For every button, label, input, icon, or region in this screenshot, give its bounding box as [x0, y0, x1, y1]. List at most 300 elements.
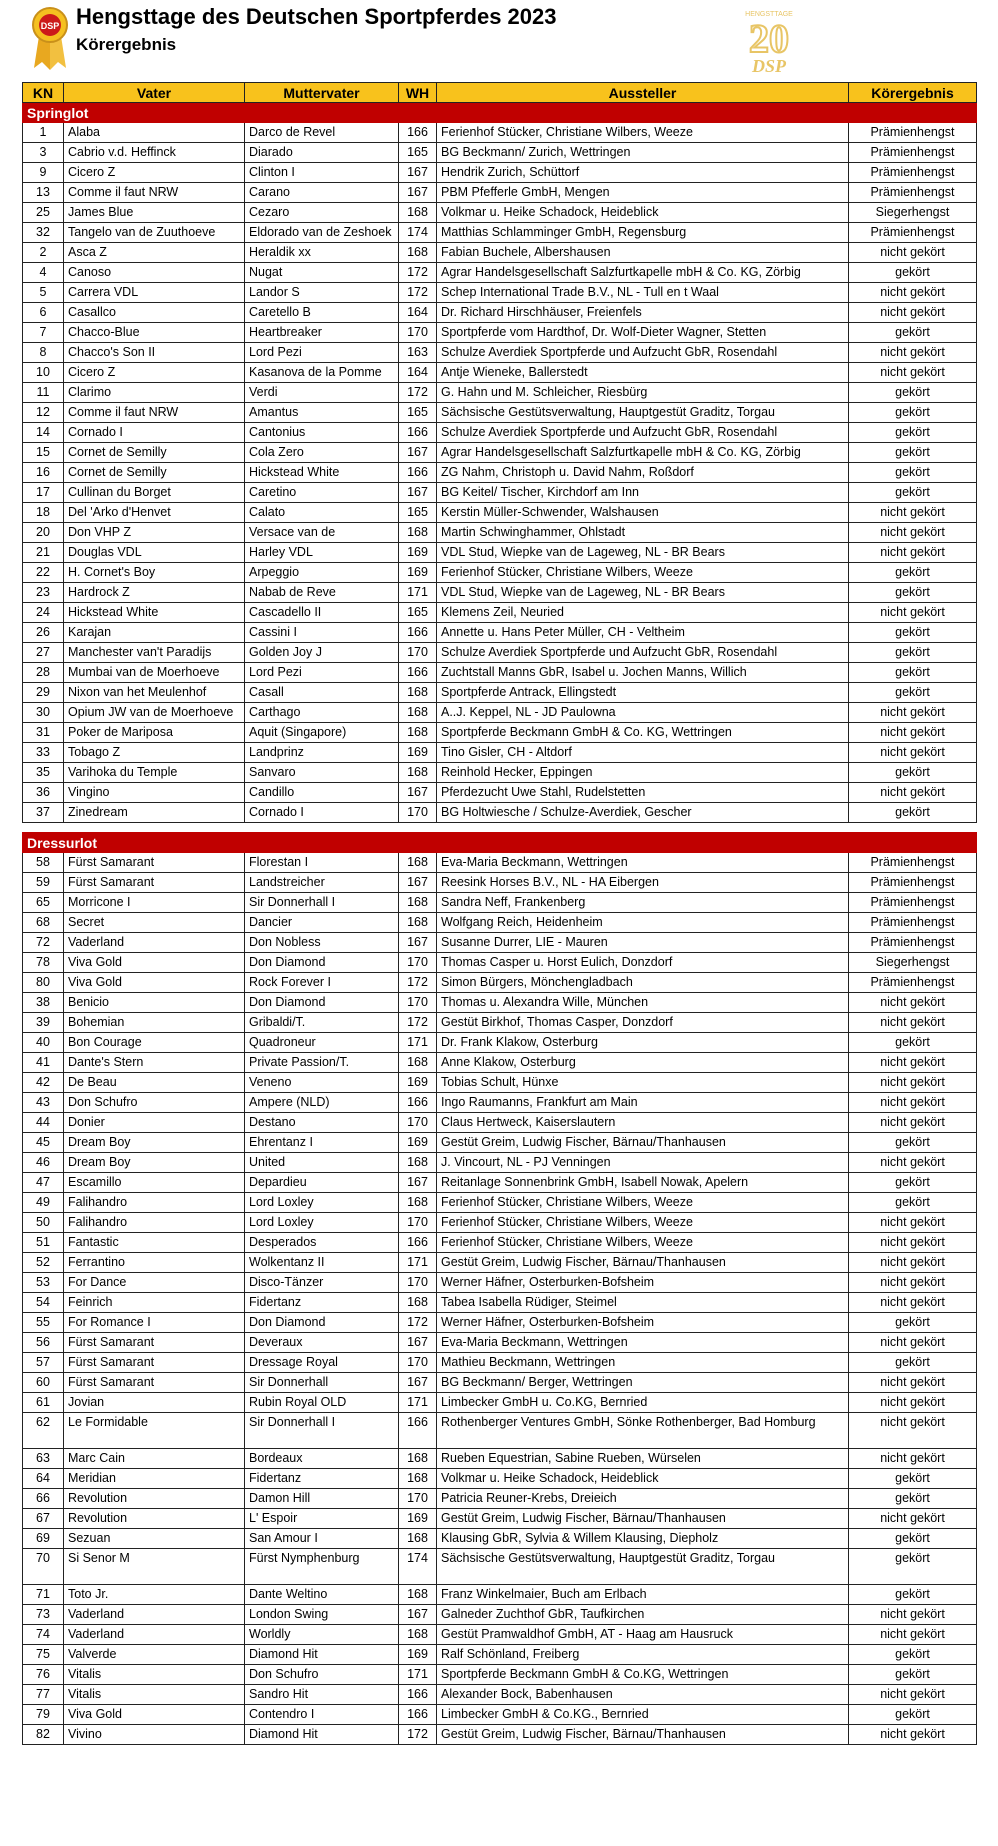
cell-aussteller: Simon Bürgers, Mönchengladbach: [437, 973, 849, 993]
cell-aussteller: Rothenberger Ventures GmbH, Sönke Rothenberger, Bad Homburg: [437, 1413, 849, 1449]
cell-muttervater: Don Diamond: [245, 993, 399, 1013]
cell-aussteller: Alexander Bock, Babenhausen: [437, 1685, 849, 1705]
cell-aussteller: Wolfgang Reich, Heidenheim: [437, 913, 849, 933]
cell-wh: 170: [399, 1213, 437, 1233]
cell-vater: Don Schufro: [64, 1093, 245, 1113]
cell-kn: 20: [23, 523, 64, 543]
cell-aussteller: Schulze Averdiek Sportpferde und Aufzucht GbR, Rosendahl: [437, 643, 849, 663]
cell-koerergebnis: nicht gekört: [849, 363, 977, 383]
cell-muttervater: Dante Weltino: [245, 1585, 399, 1605]
cell-vater: Canoso: [64, 263, 245, 283]
cell-koerergebnis: nicht gekört: [849, 1153, 977, 1173]
cell-wh: 168: [399, 243, 437, 263]
cell-aussteller: Anne Klakow, Osterburg: [437, 1053, 849, 1073]
table-row: [23, 1469, 977, 1489]
table-row: [23, 683, 977, 703]
cell-aussteller: Eva-Maria Beckmann, Wettringen: [437, 853, 849, 873]
table-row: [23, 1013, 977, 1033]
table-row: [23, 763, 977, 783]
cell-koerergebnis: nicht gekört: [849, 543, 977, 563]
cell-muttervater: Verdi: [245, 383, 399, 403]
cell-koerergebnis: nicht gekört: [849, 1113, 977, 1133]
cell-koerergebnis: gekört: [849, 763, 977, 783]
table-row: [23, 1449, 977, 1469]
table-row: [23, 1333, 977, 1353]
cell-vater: Morricone I: [64, 893, 245, 913]
cell-aussteller: Reitanlage Sonnenbrink GmbH, Isabell Nowak, Apelern: [437, 1173, 849, 1193]
cell-kn: 39: [23, 1013, 64, 1033]
cell-wh: 166: [399, 1093, 437, 1113]
cell-muttervater: Casall: [245, 683, 399, 703]
cell-kn: 77: [23, 1685, 64, 1705]
table-row: [23, 1313, 977, 1333]
cell-aussteller: Sportpferde Beckmann GmbH & Co. KG, Wettringen: [437, 723, 849, 743]
table-row: [23, 933, 977, 953]
table-row: [23, 383, 977, 403]
cell-muttervater: Kasanova de la Pomme: [245, 363, 399, 383]
table-row: [23, 203, 977, 223]
cell-muttervater: Sanvaro: [245, 763, 399, 783]
cell-vater: Falihandro: [64, 1213, 245, 1233]
cell-kn: 59: [23, 873, 64, 893]
cell-kn: 8: [23, 343, 64, 363]
cell-kn: 31: [23, 723, 64, 743]
cell-koerergebnis: gekört: [849, 1585, 977, 1605]
cell-kn: 66: [23, 1489, 64, 1509]
cell-muttervater: Florestan I: [245, 853, 399, 873]
cell-koerergebnis: gekört: [849, 323, 977, 343]
cell-vater: Jovian: [64, 1393, 245, 1413]
column-header-koerergebnis: Körergebnis: [849, 83, 977, 103]
cell-wh: 164: [399, 363, 437, 383]
table-row: [23, 1213, 977, 1233]
cell-wh: 167: [399, 933, 437, 953]
table-row: [23, 853, 977, 873]
cell-aussteller: J. Vincourt, NL - PJ Venningen: [437, 1153, 849, 1173]
section-title: Dressurlot: [23, 833, 977, 853]
cell-vater: Cicero Z: [64, 363, 245, 383]
table-row: [23, 1393, 977, 1413]
cell-muttervater: Gribaldi/T.: [245, 1013, 399, 1033]
cell-muttervater: Amantus: [245, 403, 399, 423]
cell-aussteller: Claus Hertweck, Kaiserslautern: [437, 1113, 849, 1133]
cell-koerergebnis: gekört: [849, 263, 977, 283]
cell-muttervater: Dancier: [245, 913, 399, 933]
table-row: [23, 1293, 977, 1313]
table-row: [23, 1273, 977, 1293]
table-row: [23, 1073, 977, 1093]
anniversary-20-logo-icon: [728, 4, 810, 78]
cell-wh: 170: [399, 1273, 437, 1293]
cell-aussteller: Gestüt Greim, Ludwig Fischer, Bärnau/Thanhausen: [437, 1253, 849, 1273]
cell-wh: 168: [399, 683, 437, 703]
cell-wh: 167: [399, 483, 437, 503]
cell-wh: 166: [399, 1413, 437, 1449]
table-row: [23, 223, 977, 243]
cell-kn: 18: [23, 503, 64, 523]
cell-aussteller: Ferienhof Stücker, Christiane Wilbers, Weeze: [437, 1213, 849, 1233]
table-row: [23, 1033, 977, 1053]
cell-kn: 27: [23, 643, 64, 663]
cell-kn: 50: [23, 1213, 64, 1233]
cell-koerergebnis: gekört: [849, 563, 977, 583]
cell-wh: 170: [399, 643, 437, 663]
cell-wh: 167: [399, 443, 437, 463]
cell-kn: 57: [23, 1353, 64, 1373]
cell-muttervater: Candillo: [245, 783, 399, 803]
cell-kn: 52: [23, 1253, 64, 1273]
cell-koerergebnis: gekört: [849, 403, 977, 423]
cell-wh: 171: [399, 1665, 437, 1685]
cell-aussteller: Sportpferde Antrack, Ellingstedt: [437, 683, 849, 703]
cell-koerergebnis: gekört: [849, 1549, 977, 1585]
cell-koerergebnis: gekört: [849, 463, 977, 483]
cell-muttervater: Clinton I: [245, 163, 399, 183]
cell-aussteller: Thomas Casper u. Horst Eulich, Donzdorf: [437, 953, 849, 973]
cell-vater: Viva Gold: [64, 973, 245, 993]
cell-aussteller: Volkmar u. Heike Schadock, Heideblick: [437, 1469, 849, 1489]
table-row: [23, 1193, 977, 1213]
cell-wh: 169: [399, 1645, 437, 1665]
cell-koerergebnis: nicht gekört: [849, 1213, 977, 1233]
cell-koerergebnis: Siegerhengst: [849, 953, 977, 973]
table-row: [23, 1373, 977, 1393]
table-row: [23, 643, 977, 663]
cell-aussteller: Volkmar u. Heike Schadock, Heideblick: [437, 203, 849, 223]
cell-koerergebnis: nicht gekört: [849, 1413, 977, 1449]
cell-koerergebnis: gekört: [849, 1173, 977, 1193]
cell-koerergebnis: Prämienhengst: [849, 123, 977, 143]
cell-muttervater: Ehrentanz I: [245, 1133, 399, 1153]
cell-aussteller: BG Holtwiesche / Schulze-Averdiek, Gescher: [437, 803, 849, 823]
cell-koerergebnis: nicht gekört: [849, 1013, 977, 1033]
cell-vater: Hardrock Z: [64, 583, 245, 603]
cell-aussteller: Klausing GbR, Sylvia & Willem Klausing, Diepholz: [437, 1529, 849, 1549]
table-row: [23, 1353, 977, 1373]
cell-vater: Vaderland: [64, 1625, 245, 1645]
cell-koerergebnis: nicht gekört: [849, 1449, 977, 1469]
cell-vater: Poker de Mariposa: [64, 723, 245, 743]
table-row: [23, 1665, 977, 1685]
cell-koerergebnis: gekört: [849, 1489, 977, 1509]
cell-wh: 174: [399, 223, 437, 243]
cell-kn: 69: [23, 1529, 64, 1549]
table-row: [23, 303, 977, 323]
table-row: [23, 243, 977, 263]
cell-wh: 170: [399, 953, 437, 973]
cell-koerergebnis: nicht gekört: [849, 1093, 977, 1113]
cell-koerergebnis: Prämienhengst: [849, 223, 977, 243]
cell-aussteller: Tino Gisler, CH - Altdorf: [437, 743, 849, 763]
cell-vater: Bon Courage: [64, 1033, 245, 1053]
cell-muttervater: Carano: [245, 183, 399, 203]
table-row: [23, 993, 977, 1013]
cell-aussteller: Klemens Zeil, Neuried: [437, 603, 849, 623]
cell-aussteller: Annette u. Hans Peter Müller, CH - Veltheim: [437, 623, 849, 643]
cell-wh: 168: [399, 763, 437, 783]
cell-aussteller: Sächsische Gestütsverwaltung, Hauptgestüt Graditz, Torgau: [437, 403, 849, 423]
cell-vater: Vaderland: [64, 1605, 245, 1625]
cell-wh: 169: [399, 563, 437, 583]
cell-koerergebnis: gekört: [849, 1529, 977, 1549]
cell-muttervater: Damon Hill: [245, 1489, 399, 1509]
table-row: [23, 603, 977, 623]
table-row: [23, 403, 977, 423]
cell-vater: Zinedream: [64, 803, 245, 823]
cell-wh: 170: [399, 1113, 437, 1133]
cell-koerergebnis: nicht gekört: [849, 1373, 977, 1393]
cell-vater: Carrera VDL: [64, 283, 245, 303]
cell-koerergebnis: gekört: [849, 1193, 977, 1213]
table-row: [23, 543, 977, 563]
cell-koerergebnis: nicht gekört: [849, 243, 977, 263]
cell-aussteller: Mathieu Beckmann, Wettringen: [437, 1353, 849, 1373]
cell-vater: Karajan: [64, 623, 245, 643]
cell-wh: 169: [399, 743, 437, 763]
cell-muttervater: Caretello B: [245, 303, 399, 323]
cell-koerergebnis: gekört: [849, 1469, 977, 1489]
cell-aussteller: Sportpferde Beckmann GmbH & Co.KG, Wettringen: [437, 1665, 849, 1685]
cell-wh: 171: [399, 1393, 437, 1413]
table-row: [23, 1685, 977, 1705]
cell-aussteller: Antje Wieneke, Ballerstedt: [437, 363, 849, 383]
cell-kn: 36: [23, 783, 64, 803]
cell-kn: 10: [23, 363, 64, 383]
cell-wh: 164: [399, 303, 437, 323]
cell-muttervater: Lord Loxley: [245, 1193, 399, 1213]
cell-kn: 28: [23, 663, 64, 683]
cell-kn: 80: [23, 973, 64, 993]
cell-kn: 16: [23, 463, 64, 483]
cell-aussteller: Franz Winkelmaier, Buch am Erlbach: [437, 1585, 849, 1605]
cell-muttervater: Landstreicher: [245, 873, 399, 893]
cell-aussteller: Hendrik Zurich, Schüttorf: [437, 163, 849, 183]
cell-koerergebnis: nicht gekört: [849, 523, 977, 543]
cell-koerergebnis: Prämienhengst: [849, 853, 977, 873]
cell-kn: 73: [23, 1605, 64, 1625]
cell-wh: 169: [399, 1133, 437, 1153]
cell-wh: 167: [399, 163, 437, 183]
cell-wh: 168: [399, 1449, 437, 1469]
cell-wh: 168: [399, 723, 437, 743]
cell-muttervater: Disco-Tänzer: [245, 1273, 399, 1293]
cell-aussteller: Werner Häfner, Osterburken-Bofsheim: [437, 1313, 849, 1333]
table-row: [23, 723, 977, 743]
cell-kn: 23: [23, 583, 64, 603]
cell-koerergebnis: nicht gekört: [849, 283, 977, 303]
cell-muttervater: Diarado: [245, 143, 399, 163]
cell-vater: Bohemian: [64, 1013, 245, 1033]
cell-aussteller: Martin Schwinghammer, Ohlstadt: [437, 523, 849, 543]
cell-wh: 165: [399, 603, 437, 623]
table-row: [23, 1585, 977, 1605]
cell-muttervater: Fürst Nymphenburg: [245, 1549, 399, 1585]
cell-wh: 172: [399, 1013, 437, 1033]
cell-wh: 171: [399, 583, 437, 603]
table-row: [23, 1253, 977, 1273]
cell-kn: 15: [23, 443, 64, 463]
cell-vater: Varihoka du Temple: [64, 763, 245, 783]
cell-kn: 61: [23, 1393, 64, 1413]
cell-vater: Chacco-Blue: [64, 323, 245, 343]
cell-muttervater: Harley VDL: [245, 543, 399, 563]
table-row: [23, 1153, 977, 1173]
cell-aussteller: Dr. Richard Hirschhäuser, Freienfels: [437, 303, 849, 323]
table-row: [23, 1113, 977, 1133]
cell-muttervater: San Amour I: [245, 1529, 399, 1549]
cell-koerergebnis: gekört: [849, 383, 977, 403]
cell-wh: 166: [399, 123, 437, 143]
table-row: [23, 913, 977, 933]
cell-kn: 2: [23, 243, 64, 263]
cell-aussteller: VDL Stud, Wiepke van de Lageweg, NL - BR Bears: [437, 583, 849, 603]
cell-wh: 167: [399, 873, 437, 893]
cell-muttervater: Quadroneur: [245, 1033, 399, 1053]
cell-aussteller: Sportpferde vom Hardthof, Dr. Wolf-Dieter Wagner, Stetten: [437, 323, 849, 343]
column-header-aussteller: Aussteller: [437, 83, 849, 103]
cell-muttervater: Fidertanz: [245, 1293, 399, 1313]
cell-kn: 71: [23, 1585, 64, 1605]
cell-aussteller: Ferienhof Stücker, Christiane Wilbers, Weeze: [437, 1193, 849, 1213]
cell-vater: Ferrantino: [64, 1253, 245, 1273]
cell-aussteller: Galneder Zuchthof GbR, Taufkirchen: [437, 1605, 849, 1625]
cell-wh: 172: [399, 973, 437, 993]
cell-koerergebnis: nicht gekört: [849, 783, 977, 803]
cell-vater: Secret: [64, 913, 245, 933]
cell-kn: 67: [23, 1509, 64, 1529]
cell-koerergebnis: Prämienhengst: [849, 183, 977, 203]
cell-aussteller: Rueben Equestrian, Sabine Rueben, Würselen: [437, 1449, 849, 1469]
table-row: [23, 323, 977, 343]
cell-koerergebnis: gekört: [849, 623, 977, 643]
cell-muttervater: Don Diamond: [245, 953, 399, 973]
table-row: [23, 1093, 977, 1113]
cell-wh: 167: [399, 1373, 437, 1393]
cell-kn: 7: [23, 323, 64, 343]
cell-aussteller: Sächsische Gestütsverwaltung, Hauptgestüt Graditz, Torgau: [437, 1549, 849, 1585]
cell-muttervater: Rubin Royal OLD: [245, 1393, 399, 1413]
cell-aussteller: Fabian Buchele, Albershausen: [437, 243, 849, 263]
cell-vater: Cicero Z: [64, 163, 245, 183]
cell-muttervater: Cola Zero: [245, 443, 399, 463]
cell-wh: 168: [399, 913, 437, 933]
cell-kn: 53: [23, 1273, 64, 1293]
cell-wh: 167: [399, 783, 437, 803]
cell-koerergebnis: gekört: [849, 483, 977, 503]
logo-right-top-text: HENGSTTAGE: [745, 11, 793, 18]
cell-koerergebnis: Prämienhengst: [849, 893, 977, 913]
cell-wh: 167: [399, 1333, 437, 1353]
cell-vater: Cabrio v.d. Heffinck: [64, 143, 245, 163]
cell-koerergebnis: nicht gekört: [849, 503, 977, 523]
cell-vater: Fürst Samarant: [64, 873, 245, 893]
cell-kn: 30: [23, 703, 64, 723]
cell-wh: 166: [399, 423, 437, 443]
table-row: [23, 423, 977, 443]
cell-koerergebnis: gekört: [849, 1033, 977, 1053]
cell-muttervater: Arpeggio: [245, 563, 399, 583]
cell-aussteller: Limbecker GmbH u. Co.KG, Bernried: [437, 1393, 849, 1413]
cell-vater: Fürst Samarant: [64, 853, 245, 873]
logo-left-text: DSP: [40, 21, 60, 31]
cell-wh: 172: [399, 383, 437, 403]
cell-aussteller: Gestüt Greim, Ludwig Fischer, Bärnau/Thanhausen: [437, 1725, 849, 1745]
table-row: [23, 123, 977, 143]
cell-kn: 51: [23, 1233, 64, 1253]
cell-vater: Dream Boy: [64, 1153, 245, 1173]
cell-vater: Nixon van het Meulenhof: [64, 683, 245, 703]
cell-wh: 168: [399, 523, 437, 543]
section-title: Springlot: [23, 103, 977, 123]
cell-aussteller: Reinhold Hecker, Eppingen: [437, 763, 849, 783]
cell-vater: Benicio: [64, 993, 245, 1013]
cell-kn: 54: [23, 1293, 64, 1313]
cell-muttervater: Golden Joy J: [245, 643, 399, 663]
cell-kn: 70: [23, 1549, 64, 1585]
cell-aussteller: Ferienhof Stücker, Christiane Wilbers, Weeze: [437, 123, 849, 143]
cell-muttervater: Landprinz: [245, 743, 399, 763]
table-row: [23, 563, 977, 583]
cell-muttervater: Depardieu: [245, 1173, 399, 1193]
cell-kn: 11: [23, 383, 64, 403]
page-title: Hengsttage des Deutschen Sportpferdes 2023: [76, 4, 557, 29]
cell-koerergebnis: nicht gekört: [849, 1393, 977, 1413]
cell-wh: 167: [399, 183, 437, 203]
cell-muttervater: Private Passion/T.: [245, 1053, 399, 1073]
cell-muttervater: Nabab de Reve: [245, 583, 399, 603]
cell-muttervater: Hickstead White: [245, 463, 399, 483]
cell-muttervater: Don Schufro: [245, 1665, 399, 1685]
cell-koerergebnis: nicht gekört: [849, 1233, 977, 1253]
cell-aussteller: Zuchtstall Manns GbR, Isabel u. Jochen Manns, Willich: [437, 663, 849, 683]
cell-aussteller: Gestüt Greim, Ludwig Fischer, Bärnau/Thanhausen: [437, 1133, 849, 1153]
cell-wh: 171: [399, 1253, 437, 1273]
cell-wh: 169: [399, 1073, 437, 1093]
cell-aussteller: Matthias Schlamminger GmbH, Regensburg: [437, 223, 849, 243]
cell-vater: Cullinan du Borget: [64, 483, 245, 503]
cell-wh: 168: [399, 203, 437, 223]
table-row: [23, 1529, 977, 1549]
cell-vater: Manchester van't Paradijs: [64, 643, 245, 663]
logo-right-bottom-text: DSP: [751, 56, 787, 76]
cell-aussteller: Patricia Reuner-Krebs, Dreieich: [437, 1489, 849, 1509]
cell-kn: 74: [23, 1625, 64, 1645]
cell-kn: 62: [23, 1413, 64, 1449]
cell-muttervater: Cassini I: [245, 623, 399, 643]
cell-vater: Feinrich: [64, 1293, 245, 1313]
cell-aussteller: Ralf Schönland, Freiberg: [437, 1645, 849, 1665]
cell-vater: James Blue: [64, 203, 245, 223]
table-row: [23, 1053, 977, 1073]
cell-kn: 35: [23, 763, 64, 783]
cell-vater: Dante's Stern: [64, 1053, 245, 1073]
cell-vater: Vitalis: [64, 1685, 245, 1705]
cell-kn: 38: [23, 993, 64, 1013]
cell-vater: Donier: [64, 1113, 245, 1133]
cell-kn: 76: [23, 1665, 64, 1685]
cell-aussteller: Ferienhof Stücker, Christiane Wilbers, Weeze: [437, 1233, 849, 1253]
table-row: [23, 583, 977, 603]
cell-vater: Fürst Samarant: [64, 1333, 245, 1353]
cell-koerergebnis: nicht gekört: [849, 703, 977, 723]
table-row: [23, 1645, 977, 1665]
cell-vater: H. Cornet's Boy: [64, 563, 245, 583]
cell-vater: Opium JW van de Moerhoeve: [64, 703, 245, 723]
cell-muttervater: Cezaro: [245, 203, 399, 223]
cell-kn: 65: [23, 893, 64, 913]
column-header-kn: KN: [23, 83, 64, 103]
cell-wh: 170: [399, 993, 437, 1013]
